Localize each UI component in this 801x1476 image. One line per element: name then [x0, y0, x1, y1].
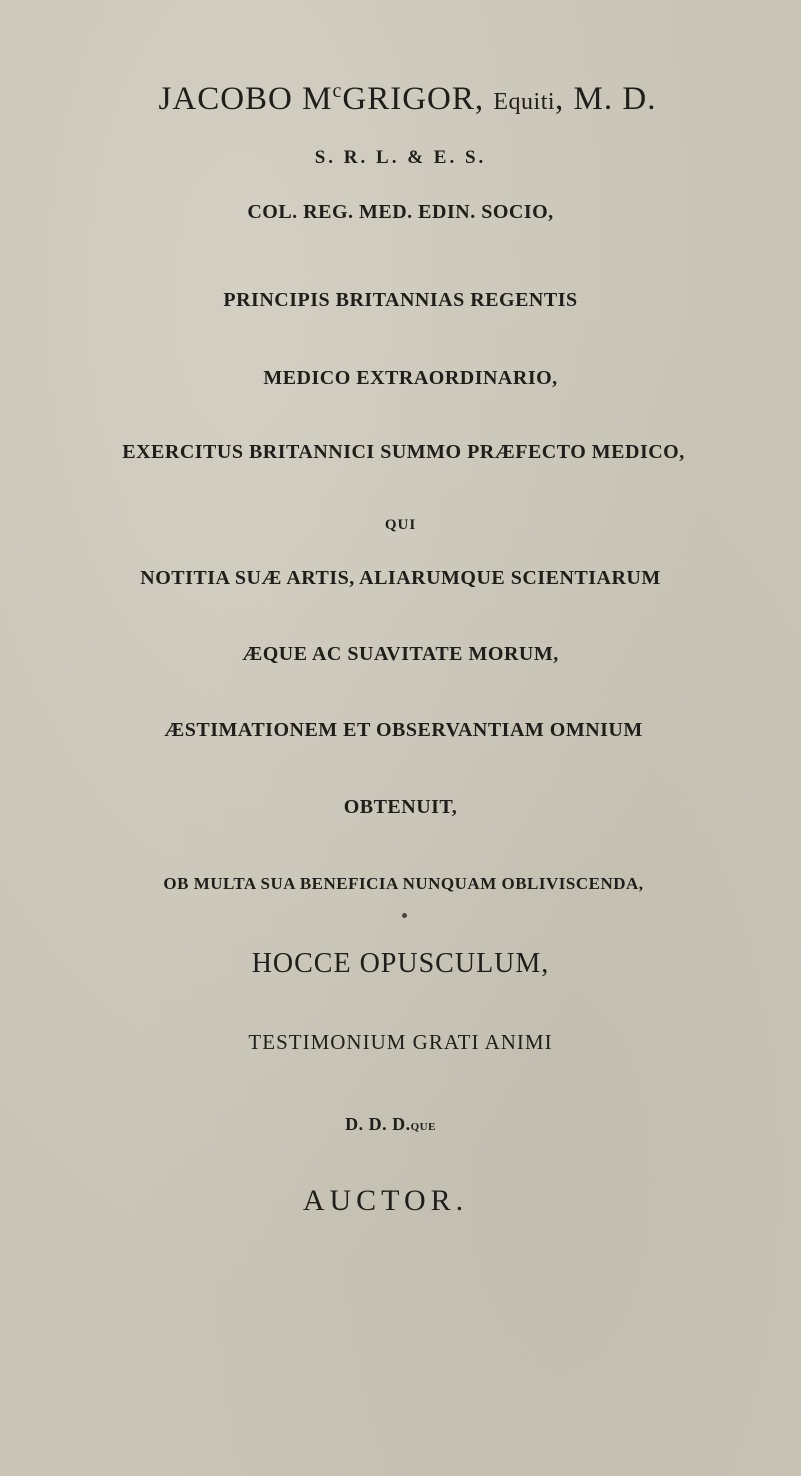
line-principis: PRINCIPIS BRITANNIAS REGENTIS	[223, 289, 578, 311]
line-auctor: AUCTOR.	[302, 1184, 469, 1217]
line-medico: MEDICO EXTRAORDINARIO,	[263, 367, 558, 389]
title-jacobo: JACOBO	[158, 81, 303, 117]
line-notitia: NOTITIA SUÆ ARTIS, ALIARUMQUE SCIENTIARUM	[140, 567, 661, 589]
line-ddd	[0, 1114, 801, 1135]
title-md: , M. D.	[555, 81, 657, 117]
line-obtenuit: OBTENUIT,	[343, 796, 458, 818]
line-aestimationem: ÆSTIMATIONEM ET OBSERVANTIAM OMNIUM	[164, 719, 643, 741]
title-equiti: Equiti	[493, 89, 556, 115]
line-col: COL. REG. MED. EDIN. SOCIO,	[247, 201, 554, 223]
ddd-small-caps: QUE	[410, 1121, 436, 1133]
line-ob-multa: OB MULTA SUA BENEFICIA NUNQUAM OBLIVISCENDA,	[163, 874, 644, 893]
title-mc-superscript: c	[332, 80, 343, 102]
line-srl: S. R. L. & E. S.	[314, 147, 487, 168]
ink-speck	[402, 913, 407, 918]
title-grigor: GRIGOR,	[342, 81, 494, 117]
ddd-text: D. D. D.	[345, 1114, 411, 1134]
title-mc: M	[302, 81, 333, 117]
line-testimonium: TESTIMONIUM GRATI ANIMI	[248, 1030, 553, 1054]
line-hocce: HOCCE OPUSCULUM,	[251, 948, 550, 979]
line-qui: QUI	[384, 517, 417, 533]
line-aeque: ÆQUE AC SUAVITATE MORUM,	[242, 643, 559, 665]
dedication-title	[0, 80, 801, 118]
line-exercitus: EXERCITUS BRITANNICI SUMMO PRÆFECTO MEDICO,	[122, 441, 685, 463]
